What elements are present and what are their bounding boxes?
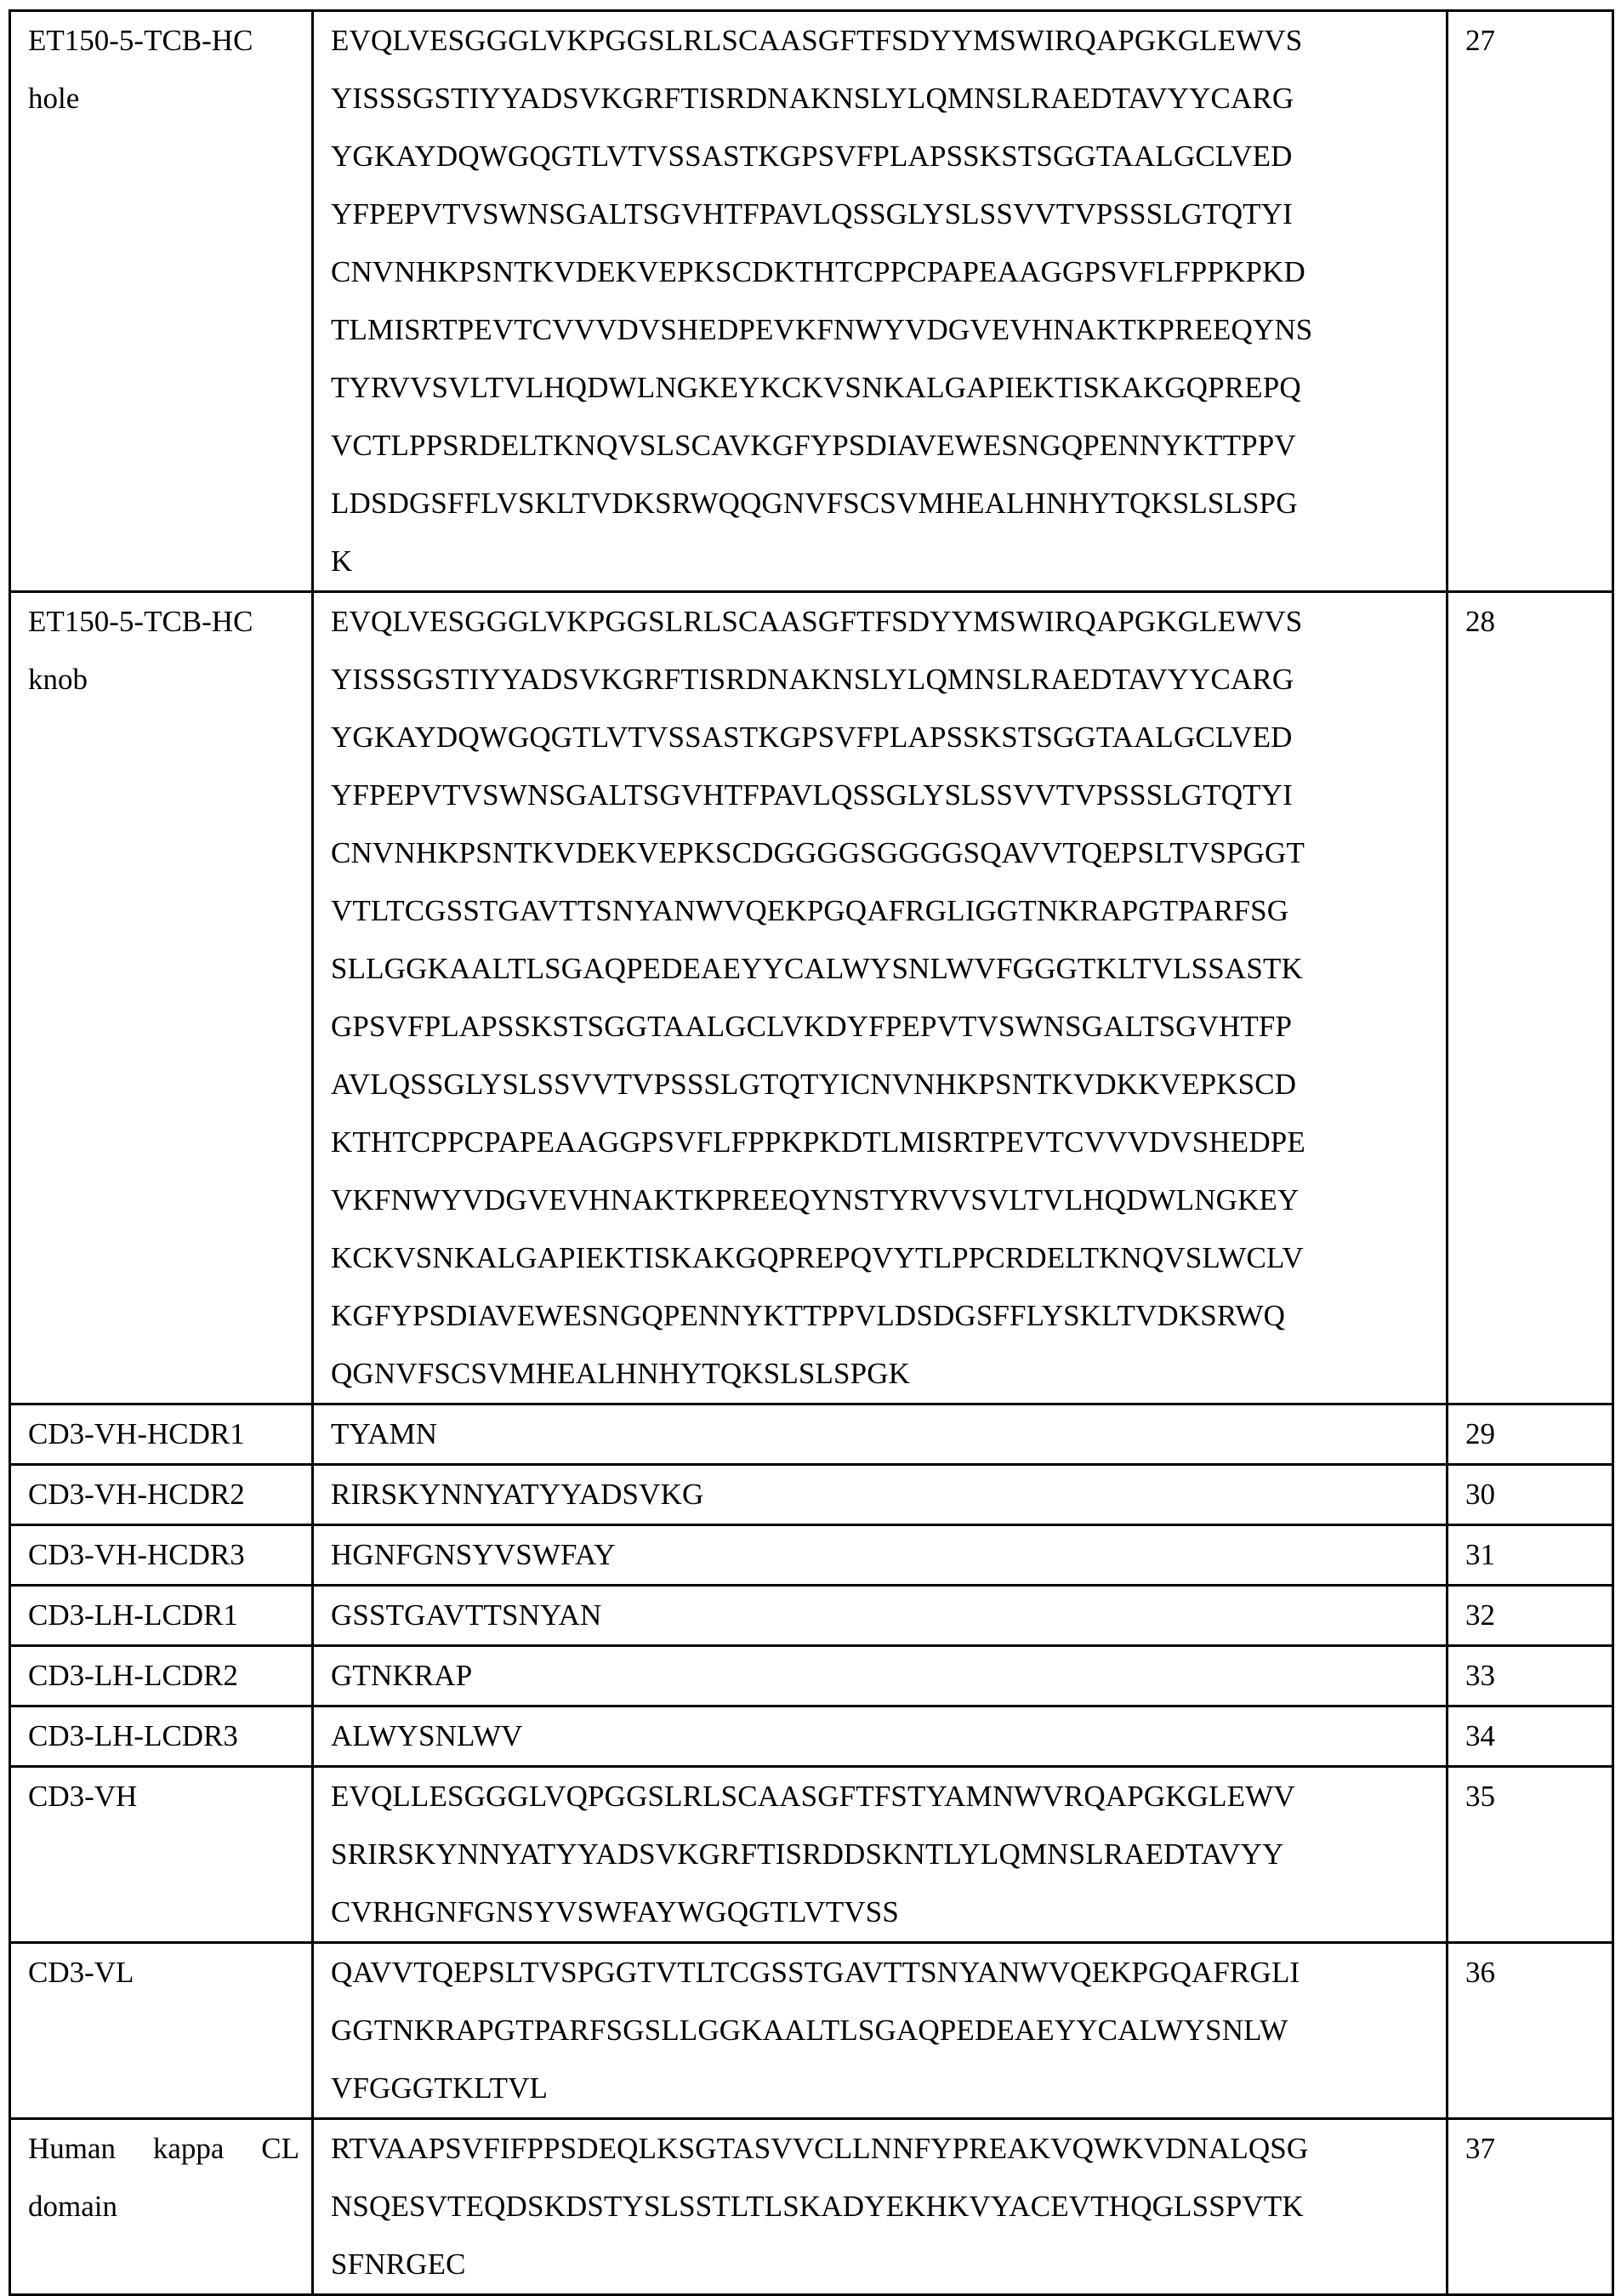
- sequence-line: AVLQSSGLYSLSSVVTVPSSSLGTQTYICNVNHKPSNTKVDKKVEPKSCD: [331, 1068, 1297, 1101]
- sequence-line: YFPEPVTVSWNSGALTSGVHTFPAVLQSSGLYSLSSVVTVPSSSLGTQTYI: [331, 778, 1293, 812]
- sequence-line: EVQLVESGGGLVKPGGSLRLSCAASGFTFSDYYMSWIRQAPGKGLEWVS: [331, 605, 1303, 638]
- sequence-line: YGKAYDQWGQGTLVTVSSASTKGPSVFPLAPSSKSTSGGTAALGCLVED: [331, 721, 1293, 754]
- sequence-cell: [313, 1943, 1448, 2119]
- table-row: [10, 1646, 1613, 1706]
- sequence-line: K: [331, 544, 353, 578]
- sequence-cell: [313, 1586, 1448, 1646]
- table-row: [10, 1706, 1613, 1767]
- sequence-line: GPSVFPLAPSSKSTSGGTAALGCLVKDYFPEPVTVSWNSGALTSGVHTFP: [331, 1010, 1293, 1043]
- sequence-cell: [313, 1525, 1448, 1586]
- table-row: [10, 2119, 1613, 2295]
- sequence-line: LDSDGSFFLVSKLTVDKSRWQQGNVFSCSVMHEALHNHYTQKSLSLSPG: [331, 487, 1298, 520]
- sequence-line: KGFYPSDIAVEWESNGQPENNYKTTPPVLDSDGSFFLYSKLTVDKSRWQ: [331, 1299, 1286, 1332]
- sequence-line: SLLGGKAALTLSGAQPEDEAEYYCALWYSNLWVFGGGTKLTVLSSASTK: [331, 952, 1303, 985]
- seq-id-number: 34: [1448, 1706, 1613, 1767]
- sequence-line: NSQESVTEQDSKDSTYSLSSTLTLSKADYEKHKVYACEVTHQGLSSPVTK: [331, 2190, 1304, 2223]
- sequence-name: hole: [28, 82, 80, 115]
- sequence-table: [9, 9, 1614, 2296]
- sequence-cell: [313, 1706, 1448, 1767]
- sequence-line: GTNKRAP: [331, 1659, 473, 1692]
- sequence-name: CD3-LH-LCDR2: [10, 1646, 313, 1706]
- seq-id-number: 28: [1448, 592, 1613, 1404]
- table-row: [10, 1465, 1613, 1525]
- sequence-line: YISSSGSTIYYADSVKGRFTISRDNAKNSLYLQMNSLRAEDTAVYYCARG: [331, 82, 1294, 115]
- sequence-name: CD3-VH: [10, 1767, 313, 1943]
- sequence-name: Human kappa CL: [28, 2132, 299, 2165]
- sequence-line: VFGGGTKLTVL: [331, 2071, 549, 2105]
- sequence-name-cell: [10, 592, 313, 1404]
- sequence-name: CD3-VH-HCDR1: [10, 1404, 313, 1465]
- table-row: [10, 1943, 1613, 2119]
- table-row: [10, 1404, 1613, 1465]
- sequence-cell: [313, 1465, 1448, 1525]
- sequence-line: EVQLLESGGGLVQPGGSLRLSCAASGFTFSTYAMNWVRQAPGKGLEWV: [331, 1780, 1295, 1813]
- sequence-name: ET150-5-TCB-HC: [28, 24, 253, 57]
- sequence-line: RTVAAPSVFIFPPSDEQLKSGTASVVCLLNNFYPREAKVQWKVDNALQSG: [331, 2132, 1309, 2165]
- sequence-line: CNVNHKPSNTKVDEKVEPKSCDGGGGSGGGGSQAVVTQEPSLTVSPGGT: [331, 836, 1305, 869]
- sequence-line: RIRSKYNNYATYYADSVKG: [331, 1478, 704, 1511]
- sequence-line: GSSTGAVTTSNYAN: [331, 1598, 602, 1632]
- sequence-line: VTLTCGSSTGAVTTSNYANWVQEKPGQAFRGLIGGTNKRAPGTPARFSG: [331, 894, 1289, 927]
- sequence-line: CNVNHKPSNTKVDEKVEPKSCDKTHTCPPCPAPEAAGGPSVFLFPPKPKD: [331, 255, 1305, 288]
- sequence-name-cell: [10, 2119, 313, 2295]
- sequence-line: TYAMN: [331, 1417, 438, 1450]
- sequence-line: SFNRGEC: [331, 2248, 466, 2281]
- sequence-cell: [313, 1646, 1448, 1706]
- seq-id-number: 31: [1448, 1525, 1613, 1586]
- sequence-line: QAVVTQEPSLTVSPGGTVTLTCGSSTGAVTTSNYANWVQEKPGQAFRGLI: [331, 1956, 1300, 1989]
- sequence-line: VCTLPPSRDELTKNQVSLSCAVKGFYPSDIAVEWESNGQPENNYKTTPPV: [331, 429, 1296, 462]
- sequence-name: CD3-VH-HCDR2: [10, 1465, 313, 1525]
- sequence-name: CD3-VL: [10, 1943, 313, 2119]
- seq-id-number: 27: [1448, 11, 1613, 592]
- sequence-cell: [313, 592, 1448, 1404]
- seq-id-number: 29: [1448, 1404, 1613, 1465]
- sequence-line: VKFNWYVDGVEVHNAKTKPREEQYNSTYRVVSVLTVLHQDWLNGKEY: [331, 1183, 1300, 1216]
- table-row: [10, 1525, 1613, 1586]
- sequence-line: KTHTCPPCPAPEAAGGPSVFLFPPKPKDTLMISRTPEVTCVVVDVSHEDPE: [331, 1125, 1305, 1159]
- sequence-line: TYRVVSVLTVLHQDWLNGKEYKCKVSNKALGAPIEKTISKAKGQPREPQ: [331, 371, 1301, 404]
- sequence-line: ALWYSNLWV: [331, 1719, 523, 1752]
- sequence-cell: [313, 1767, 1448, 1943]
- table-row: [10, 11, 1613, 592]
- sequence-name: CD3-LH-LCDR3: [10, 1706, 313, 1767]
- sequence-name-cell: [10, 11, 313, 592]
- seq-id-number: 35: [1448, 1767, 1613, 1943]
- table-row: [10, 1586, 1613, 1646]
- sequence-cell: [313, 11, 1448, 592]
- sequence-line: YGKAYDQWGQGTLVTVSSASTKGPSVFPLAPSSKSTSGGTAALGCLVED: [331, 140, 1293, 173]
- seq-id-number: 30: [1448, 1465, 1613, 1525]
- sequence-cell: [313, 2119, 1448, 2295]
- sequence-line: TLMISRTPEVTCVVVDVSHEDPEVKFNWYVDGVEVHNAKTKPREEQYNS: [331, 313, 1313, 346]
- sequence-name: knob: [28, 663, 88, 696]
- sequence-name: CD3-VH-HCDR3: [10, 1525, 313, 1586]
- sequence-name: CD3-LH-LCDR1: [10, 1586, 313, 1646]
- sequence-line: SRIRSKYNNYATYYADSVKGRFTISRDDSKNTLYLQMNSLRAEDTAVYY: [331, 1837, 1284, 1871]
- sequence-line: GGTNKRAPGTPARFSGSLLGGKAALTLSGAQPEDEAEYYCALWYSNLW: [331, 2014, 1288, 2047]
- sequence-line: CVRHGNFGNSYVSWFAYWGQGTLVTVSS: [331, 1895, 900, 1929]
- seq-id-number: 32: [1448, 1586, 1613, 1646]
- seq-id-number: 33: [1448, 1646, 1613, 1706]
- sequence-line: EVQLVESGGGLVKPGGSLRLSCAASGFTFSDYYMSWIRQAPGKGLEWVS: [331, 24, 1303, 57]
- sequence-line: KCKVSNKALGAPIEKTISKAKGQPREPQVYTLPPCRDELTKNQVSLWCLV: [331, 1241, 1304, 1274]
- sequence-name: ET150-5-TCB-HC: [28, 605, 253, 638]
- sequence-cell: [313, 1404, 1448, 1465]
- table-row: [10, 1767, 1613, 1943]
- table-row: [10, 592, 1613, 1404]
- sequence-line: QGNVFSCSVMHEALHNHYTQKSLSLSPGK: [331, 1357, 911, 1390]
- sequence-name: domain: [28, 2190, 117, 2223]
- sequence-line: HGNFGNSYVSWFAY: [331, 1538, 616, 1571]
- seq-id-number: 37: [1448, 2119, 1613, 2295]
- seq-id-number: 36: [1448, 1943, 1613, 2119]
- sequence-line: YISSSGSTIYYADSVKGRFTISRDNAKNSLYLQMNSLRAEDTAVYYCARG: [331, 663, 1294, 696]
- sequence-line: YFPEPVTVSWNSGALTSGVHTFPAVLQSSGLYSLSSVVTVPSSSLGTQTYI: [331, 197, 1293, 231]
